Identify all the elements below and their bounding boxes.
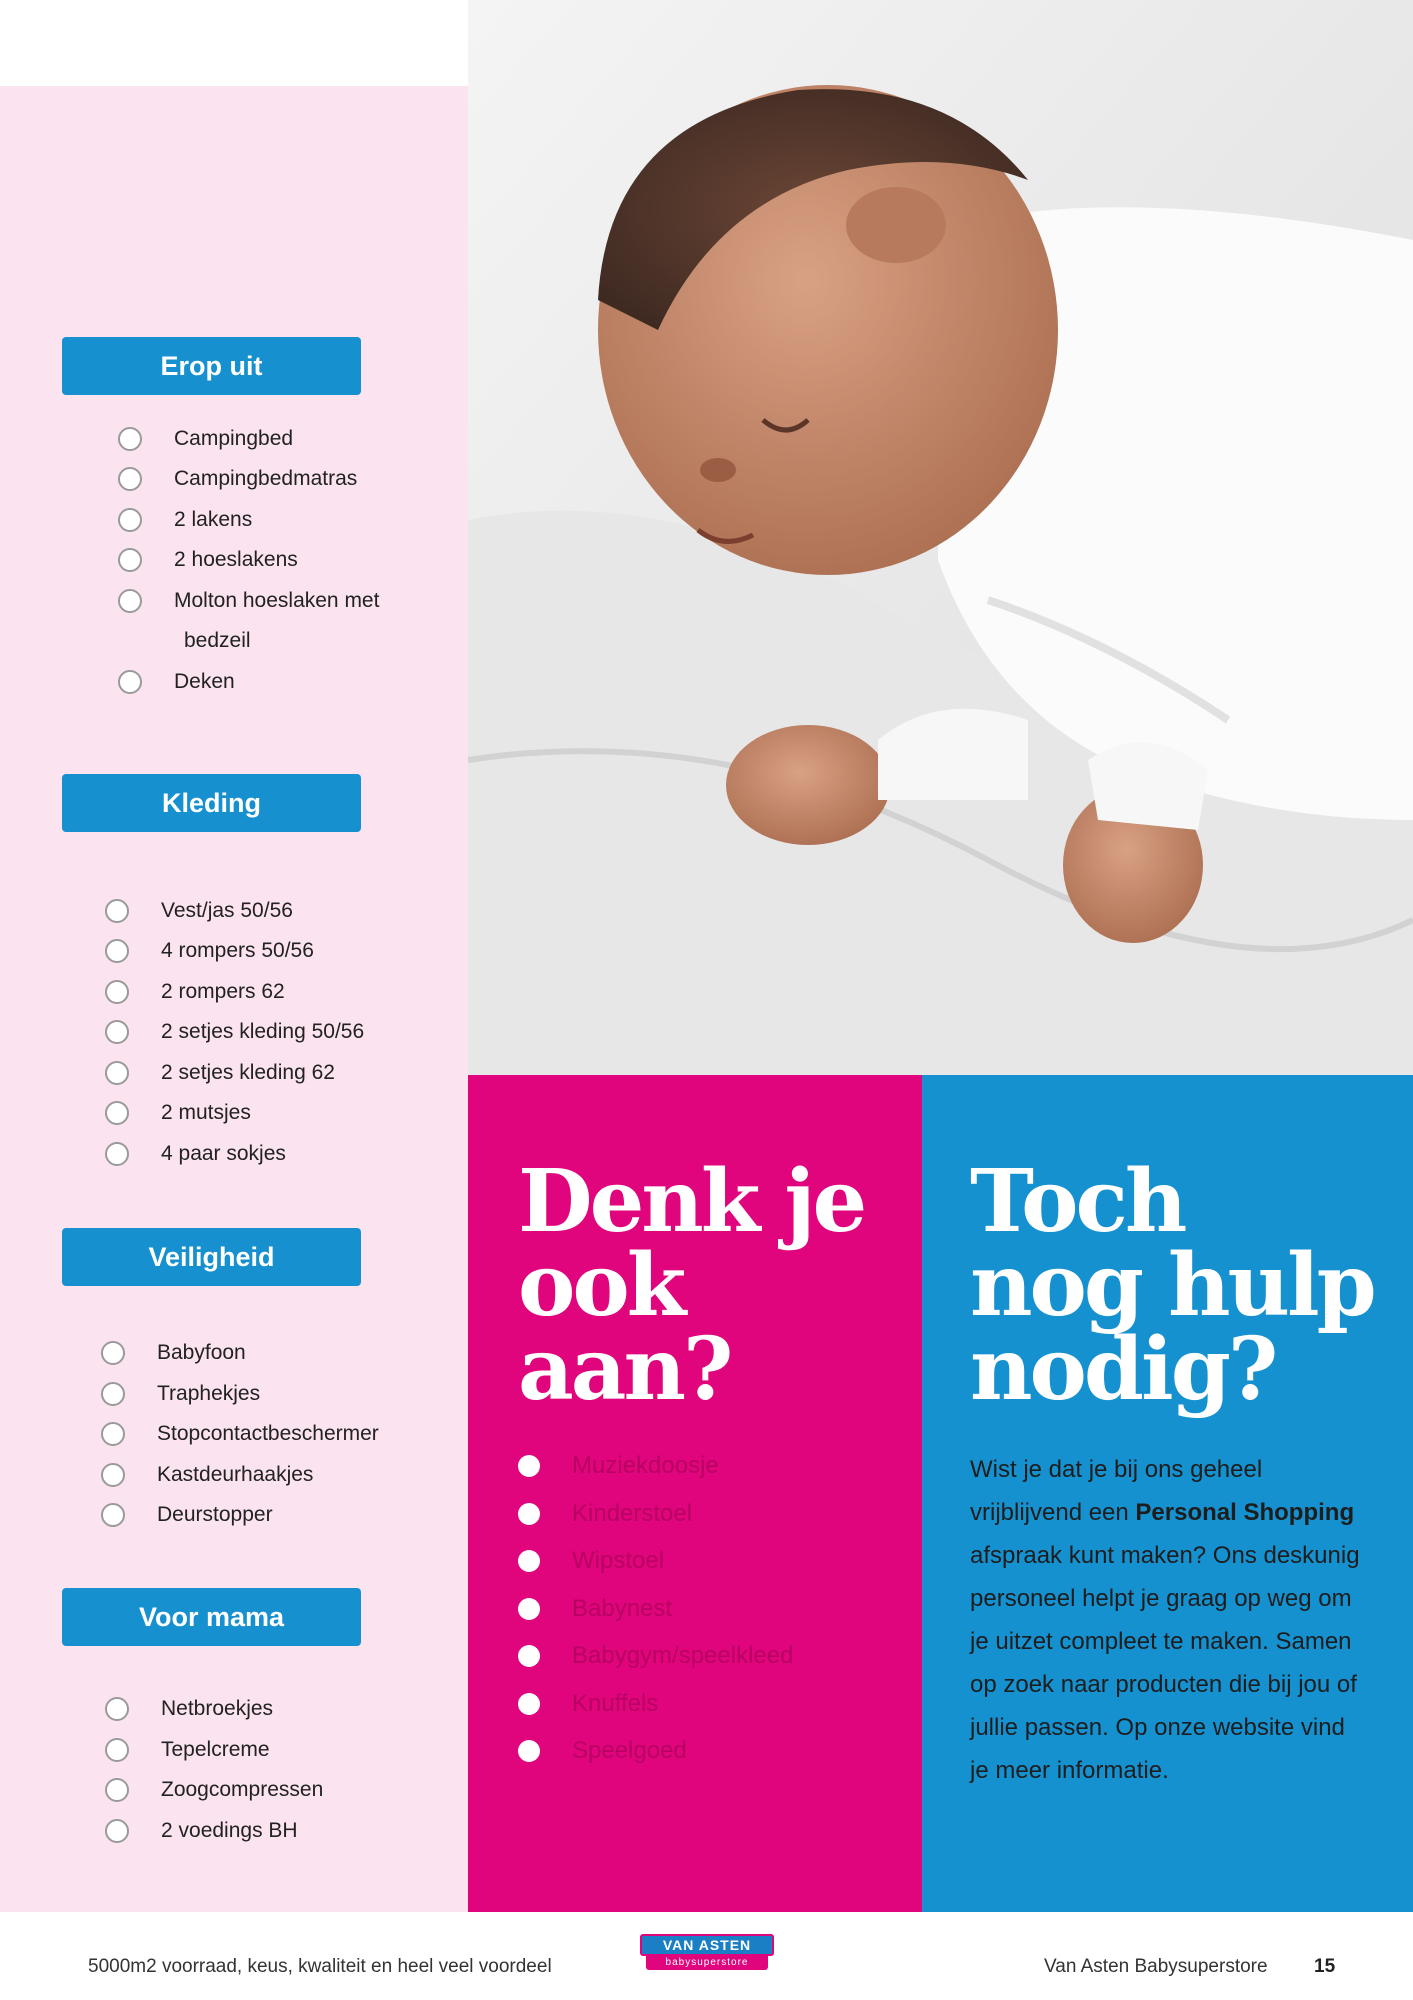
- list-item-label: Muziekdoosje: [572, 1452, 719, 1479]
- bullet-dot: [518, 1503, 540, 1525]
- list-item: [518, 1500, 692, 1528]
- bullet-dot: [518, 1740, 540, 1762]
- checklist-item-label: Zoogcompressen: [161, 1778, 324, 1801]
- heading-line: aan?: [518, 1319, 731, 1420]
- checklist-item-label: 2 hoeslakens: [174, 548, 298, 571]
- heading-line: nog hulp: [970, 1235, 1374, 1336]
- checklist-item[interactable]: [105, 939, 314, 963]
- list-item: [518, 1452, 719, 1480]
- checklist-item-label: 4 rompers 50/56: [161, 939, 314, 962]
- checklist-item[interactable]: [118, 427, 293, 451]
- page-footer: [0, 1912, 1413, 2000]
- checklist-item-label: 2 mutsjes: [161, 1101, 251, 1124]
- section-header-kleding: Kleding: [62, 774, 361, 832]
- list-item: [518, 1737, 687, 1765]
- checklist-item[interactable]: [105, 1819, 298, 1843]
- checklist-item-label: Vest/jas 50/56: [161, 899, 293, 922]
- checklist-item[interactable]: [105, 1697, 273, 1721]
- checklist-item[interactable]: [101, 1503, 273, 1527]
- checklist-item[interactable]: [118, 548, 298, 572]
- checklist-item[interactable]: [118, 589, 379, 613]
- checklist-item[interactable]: [105, 1020, 364, 1044]
- checklist-item[interactable]: [101, 1422, 379, 1446]
- checklist-item-label: Netbroekjes: [161, 1697, 274, 1720]
- checkbox-circle[interactable]: [105, 939, 129, 963]
- logo-wordmark: VAN ASTEN: [640, 1934, 774, 1956]
- checklist-item[interactable]: [118, 467, 357, 491]
- checklist-item[interactable]: [101, 1382, 260, 1406]
- section-header-erop-uit: Erop uit: [62, 337, 361, 395]
- list-item: [518, 1547, 664, 1575]
- checklist-item-label: Deurstopper: [157, 1503, 273, 1526]
- personal-shopping-bold: Personal Shopping: [1135, 1499, 1355, 1526]
- checkbox-circle[interactable]: [118, 508, 142, 532]
- paragraph-text: afspraak kunt maken? Ons deskunig personeel helpt je graag op weg om je uitzet compleet te maken. Samen op zoek naar producten die bij jou of jullie passen. Op onze website vind je meer informatie.: [970, 1542, 1360, 1784]
- bullet-dot: [518, 1455, 540, 1477]
- checklist-item-label: 2 lakens: [174, 508, 253, 531]
- checkbox-circle[interactable]: [118, 548, 142, 572]
- heading-line: nodig?: [970, 1319, 1276, 1420]
- checklist-item[interactable]: [101, 1341, 246, 1365]
- list-item-label: Speelgoed: [572, 1737, 687, 1764]
- footer-tagline: 5000m2 voorraad, keus, kwaliteit en heel veel voordeel: [88, 1956, 552, 1977]
- checklist-item[interactable]: [105, 1738, 270, 1762]
- baby-illustration: [468, 0, 1413, 1075]
- van-asten-logo: [640, 1934, 774, 1972]
- heading-line: Toch: [970, 1151, 1185, 1252]
- checklist-item[interactable]: [101, 1463, 313, 1487]
- checklist-item-label: Campingbedmatras: [174, 467, 358, 490]
- list-item-label: Knuffels: [572, 1690, 659, 1717]
- checklist-item[interactable]: [105, 1101, 251, 1125]
- checklist-item-label: Stopcontactbeschermer: [157, 1422, 379, 1445]
- checkbox-circle[interactable]: [105, 1738, 129, 1762]
- bullet-dot: [518, 1645, 540, 1667]
- checkbox-circle[interactable]: [105, 1819, 129, 1843]
- sleeping-baby-photo: [468, 0, 1413, 1075]
- checklist-item[interactable]: [105, 1061, 335, 1085]
- bullet-dot: [518, 1693, 540, 1715]
- bullet-dot: [518, 1598, 540, 1620]
- checkbox-circle[interactable]: [105, 1142, 129, 1166]
- checkbox-circle[interactable]: [101, 1503, 125, 1527]
- heading-line: ook: [518, 1235, 684, 1336]
- checklist-item-label: 2 rompers 62: [161, 980, 285, 1003]
- list-item-label: Kinderstoel: [572, 1500, 693, 1527]
- checkbox-circle[interactable]: [105, 1778, 129, 1802]
- checklist-item-label: 2 voedings BH: [161, 1819, 298, 1842]
- checkbox-circle[interactable]: [118, 589, 142, 613]
- checkbox-circle[interactable]: [105, 1697, 129, 1721]
- checklist-item[interactable]: [105, 1778, 323, 1802]
- logo-subtitle: babysuperstore: [646, 1956, 768, 1970]
- checklist-item-label: Molton hoeslaken met: [174, 589, 380, 612]
- section-header-voor-mama: Voor mama: [62, 1588, 361, 1646]
- checkbox-circle[interactable]: [105, 1101, 129, 1125]
- section-header-veiligheid: Veiligheid: [62, 1228, 361, 1286]
- list-item: [518, 1642, 793, 1670]
- checkbox-circle[interactable]: [105, 1061, 129, 1085]
- checklist-item-label: Babyfoon: [157, 1341, 246, 1364]
- personal-shopping-paragraph: [970, 1448, 1370, 1792]
- list-item: [518, 1595, 672, 1623]
- list-item-label: Babygym/speelkleed: [572, 1642, 794, 1669]
- list-item-label: Babynest: [572, 1595, 673, 1622]
- bullet-dot: [518, 1550, 540, 1572]
- checklist-item-label: bedzeil: [184, 629, 251, 652]
- checklist-item[interactable]: [118, 670, 235, 694]
- checklist-item-label: Tepelcreme: [161, 1738, 270, 1761]
- checklist-item-label: Kastdeurhaakjes: [157, 1463, 314, 1486]
- heading-line: Denk je: [518, 1151, 865, 1252]
- checklist-item[interactable]: [105, 980, 285, 1004]
- checklist-item-label: Traphekjes: [157, 1382, 261, 1405]
- checkbox-circle[interactable]: [101, 1341, 125, 1365]
- paragraph-text: Wist je dat je bij ons geheel vrijblijvend een: [970, 1456, 1263, 1526]
- checklist-item-label: 4 paar sokjes: [161, 1142, 286, 1165]
- checkbox-circle[interactable]: [101, 1463, 125, 1487]
- checklist-item-label: 2 setjes kleding 62: [161, 1061, 335, 1084]
- checkbox-circle[interactable]: [118, 427, 142, 451]
- checkbox-circle[interactable]: [118, 670, 142, 694]
- checkbox-circle[interactable]: [101, 1382, 125, 1406]
- checkbox-circle[interactable]: [105, 980, 129, 1004]
- checkbox-circle[interactable]: [101, 1422, 125, 1446]
- checklist-item-label: Deken: [174, 670, 235, 693]
- checklist-item[interactable]: [105, 899, 293, 923]
- heading-denk-je-ook-aan: [518, 1151, 865, 1420]
- checklist-item-label: 2 setjes kleding 50/56: [161, 1020, 365, 1043]
- checklist-item[interactable]: [118, 508, 252, 532]
- page-number: 15: [1314, 1956, 1336, 1977]
- checkbox-circle[interactable]: [105, 1020, 129, 1044]
- heading-toch-nog-hulp-nodig: [970, 1151, 1374, 1420]
- checkbox-circle[interactable]: [118, 467, 142, 491]
- list-item: [518, 1690, 658, 1718]
- list-item-label: Wipstoel: [572, 1547, 665, 1574]
- checklist-item-continuation: [184, 629, 251, 653]
- checkbox-circle[interactable]: [105, 899, 129, 923]
- checklist-item-label: Campingbed: [174, 427, 294, 450]
- checklist-item[interactable]: [105, 1142, 286, 1166]
- footer-store-name: Van Asten Babysuperstore: [1044, 1956, 1268, 1977]
